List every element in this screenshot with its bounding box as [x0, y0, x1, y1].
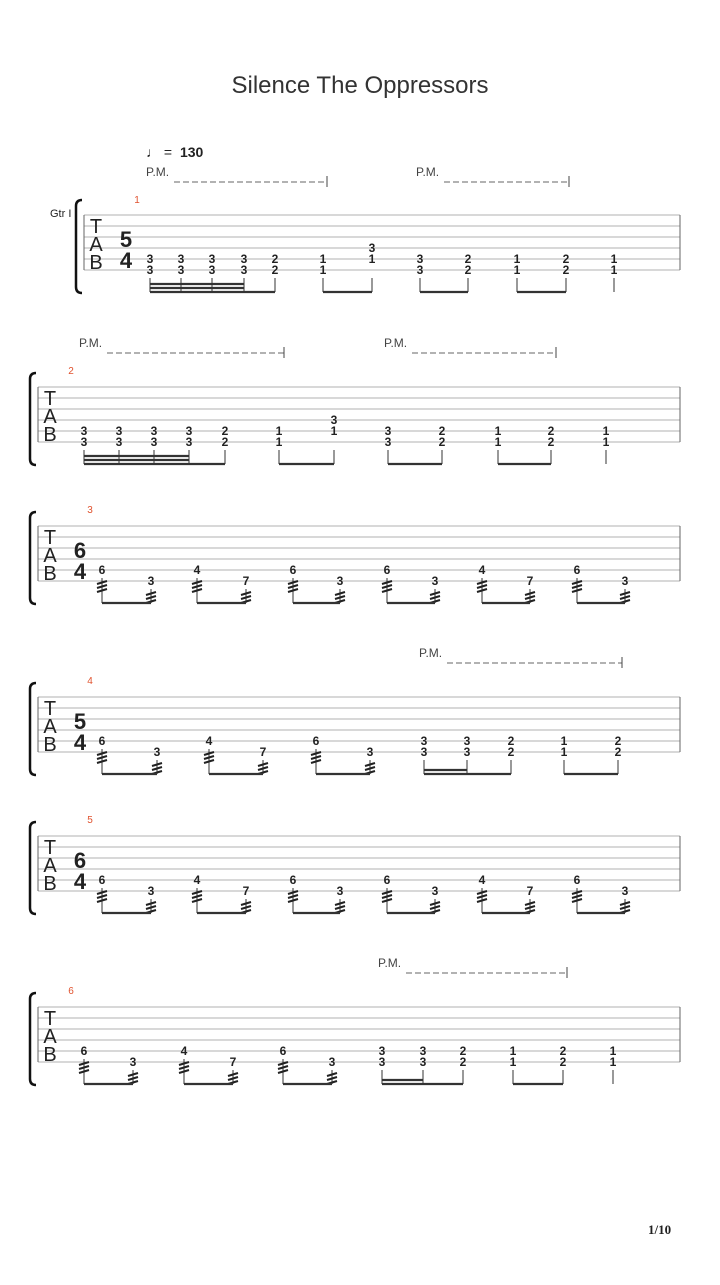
fret-number: 3	[115, 435, 123, 449]
fret-number: 6	[289, 873, 297, 887]
fret-number: 4	[193, 873, 201, 887]
tab-clef-b: B	[43, 563, 57, 585]
fret-number: 3	[384, 435, 392, 449]
tab-system-4	[30, 646, 680, 775]
fret-number: 7	[526, 574, 534, 588]
fret-number: 3	[416, 263, 424, 277]
fret-number: 2	[559, 1044, 567, 1058]
fret-number: 4	[478, 873, 486, 887]
fret-number: 6	[383, 873, 391, 887]
fret-number: 2	[271, 252, 279, 266]
fret-number: 3	[463, 745, 471, 759]
tab-clef-t: T	[43, 698, 57, 720]
tab-system-1	[76, 165, 680, 293]
fret-number: 3	[330, 413, 338, 427]
tab-clef-t: T	[89, 216, 103, 238]
tempo-equals: =	[163, 144, 173, 160]
system-bracket	[76, 200, 82, 293]
tab-clef-t: T	[43, 1008, 57, 1030]
fret-number: 6	[279, 1044, 287, 1058]
time-sig-bottom: 4	[73, 559, 87, 584]
fret-number: 4	[193, 563, 201, 577]
fret-number: 6	[98, 734, 106, 748]
tab-clef-t: T	[43, 837, 57, 859]
fret-number: 3	[621, 574, 629, 588]
fret-number: 1	[609, 1044, 617, 1058]
fret-number: 2	[438, 435, 446, 449]
fret-number: 3	[80, 435, 88, 449]
fret-number: 3	[416, 252, 424, 266]
fret-number: 2	[614, 734, 622, 748]
fret-number: 2	[562, 263, 570, 277]
time-sig-top: 5	[119, 227, 133, 252]
fret-number: 2	[459, 1055, 467, 1069]
palm-mute-label: P.M.	[416, 165, 440, 179]
fret-number: 3	[150, 435, 158, 449]
fret-number: 3	[115, 424, 123, 438]
fret-number: 1	[368, 252, 376, 266]
time-sig-bottom: 4	[73, 869, 87, 894]
fret-number: 1	[319, 252, 327, 266]
fret-number: 3	[336, 574, 344, 588]
tempo-bpm: 130	[179, 144, 204, 160]
time-sig-top: 6	[73, 848, 87, 873]
measure-number: 6	[68, 986, 74, 997]
palm-mute-label: P.M.	[146, 165, 170, 179]
time-sig-top: 5	[73, 709, 87, 734]
fret-number: 1	[609, 1055, 617, 1069]
fret-number: 2	[459, 1044, 467, 1058]
measure-number: 5	[87, 815, 93, 826]
tab-system-2	[30, 336, 680, 465]
fret-number: 1	[602, 435, 610, 449]
fret-number: 3	[240, 263, 248, 277]
fret-number: 3	[384, 424, 392, 438]
fret-number: 3	[129, 1055, 137, 1069]
fret-number: 7	[229, 1055, 237, 1069]
fret-number: 2	[507, 734, 515, 748]
palm-mute-label: P.M.	[378, 956, 402, 970]
fret-number: 1	[513, 252, 521, 266]
tab-system-5	[30, 815, 680, 914]
fret-number: 3	[366, 745, 374, 759]
tab-clef-a: A	[43, 406, 57, 428]
fret-number: 7	[242, 574, 250, 588]
fret-number: 3	[419, 1055, 427, 1069]
time-sig-bottom: 4	[73, 730, 87, 755]
fret-number: 2	[547, 424, 555, 438]
fret-number: 6	[312, 734, 320, 748]
time-sig-top: 6	[73, 538, 87, 563]
fret-number: 3	[420, 734, 428, 748]
tab-clef-b: B	[43, 734, 57, 756]
fret-number: 1	[602, 424, 610, 438]
fret-number: 1	[509, 1044, 517, 1058]
system-bracket	[30, 993, 36, 1085]
palm-mute-label: P.M.	[384, 336, 408, 350]
fret-number: 7	[526, 884, 534, 898]
song-title: Silence The Oppressors	[231, 72, 489, 99]
measure-number: 3	[87, 505, 93, 516]
fret-number: 6	[98, 563, 106, 577]
fret-number: 1	[275, 424, 283, 438]
fret-number: 2	[559, 1055, 567, 1069]
fret-number: 3	[208, 252, 216, 266]
fret-number: 2	[221, 435, 229, 449]
fret-number: 2	[271, 263, 279, 277]
fret-number: 3	[336, 884, 344, 898]
fret-number: 3	[378, 1055, 386, 1069]
instrument-label: Gtr I	[50, 208, 72, 220]
fret-number: 2	[464, 263, 472, 277]
fret-number: 2	[562, 252, 570, 266]
fret-number: 7	[242, 884, 250, 898]
tab-clef-b: B	[43, 424, 57, 446]
tab-clef-t: T	[43, 388, 57, 410]
fret-number: 1	[610, 252, 618, 266]
fret-number: 6	[98, 873, 106, 887]
fret-number: 1	[560, 734, 568, 748]
system-bracket	[30, 512, 36, 604]
fret-number: 1	[330, 424, 338, 438]
fret-number: 3	[431, 884, 439, 898]
fret-number: 1	[513, 263, 521, 277]
fret-number: 1	[560, 745, 568, 759]
system-bracket	[30, 822, 36, 914]
tab-clef-a: A	[89, 234, 103, 256]
fret-number: 1	[494, 424, 502, 438]
measure-number: 4	[87, 676, 93, 687]
fret-number: 3	[208, 263, 216, 277]
fret-number: 3	[419, 1044, 427, 1058]
fret-number: 4	[180, 1044, 188, 1058]
tab-clef-a: A	[43, 716, 57, 738]
measure-number: 1	[134, 195, 140, 206]
tab-system-3	[30, 505, 680, 604]
fret-number: 4	[478, 563, 486, 577]
fret-number: 1	[509, 1055, 517, 1069]
fret-number: 3	[146, 263, 154, 277]
fret-number: 2	[221, 424, 229, 438]
fret-number: 3	[463, 734, 471, 748]
page-number: 1/10	[648, 1222, 672, 1237]
tab-system-6	[30, 956, 680, 1085]
fret-number: 4	[205, 734, 213, 748]
fret-number: 7	[259, 745, 267, 759]
fret-number: 3	[147, 884, 155, 898]
fret-number: 1	[494, 435, 502, 449]
fret-number: 6	[289, 563, 297, 577]
fret-number: 6	[573, 563, 581, 577]
system-bracket	[30, 373, 36, 465]
fret-number: 3	[147, 574, 155, 588]
fret-number: 2	[438, 424, 446, 438]
fret-number: 3	[420, 745, 428, 759]
tab-clef-b: B	[43, 873, 57, 895]
quarter-note-icon: ♩	[146, 144, 160, 160]
fret-number: 3	[146, 252, 154, 266]
tab-clef-b: B	[43, 1044, 57, 1066]
system-bracket	[30, 683, 36, 775]
fret-number: 1	[275, 435, 283, 449]
fret-number: 3	[185, 424, 193, 438]
fret-number: 3	[240, 252, 248, 266]
fret-number: 3	[431, 574, 439, 588]
tab-clef-a: A	[43, 855, 57, 877]
time-sig-bottom: 4	[119, 248, 133, 273]
fret-number: 1	[610, 263, 618, 277]
fret-number: 2	[547, 435, 555, 449]
tempo-marking	[146, 144, 203, 160]
fret-number: 6	[383, 563, 391, 577]
fret-number: 2	[464, 252, 472, 266]
fret-number: 3	[368, 241, 376, 255]
tab-clef-a: A	[43, 1026, 57, 1048]
fret-number: 3	[153, 745, 161, 759]
fret-number: 3	[177, 252, 185, 266]
palm-mute-label: P.M.	[79, 336, 103, 350]
fret-number: 3	[177, 263, 185, 277]
fret-number: 2	[614, 745, 622, 759]
fret-number: 3	[378, 1044, 386, 1058]
fret-number: 3	[80, 424, 88, 438]
fret-number: 3	[150, 424, 158, 438]
tab-clef-b: B	[89, 252, 103, 274]
fret-number: 1	[319, 263, 327, 277]
fret-number: 6	[80, 1044, 88, 1058]
tab-clef-t: T	[43, 527, 57, 549]
palm-mute-label: P.M.	[419, 646, 443, 660]
fret-number: 2	[507, 745, 515, 759]
fret-number: 3	[185, 435, 193, 449]
fret-number: 6	[573, 873, 581, 887]
fret-number: 3	[621, 884, 629, 898]
tab-clef-a: A	[43, 545, 57, 567]
measure-number: 2	[68, 366, 74, 377]
fret-number: 3	[328, 1055, 336, 1069]
